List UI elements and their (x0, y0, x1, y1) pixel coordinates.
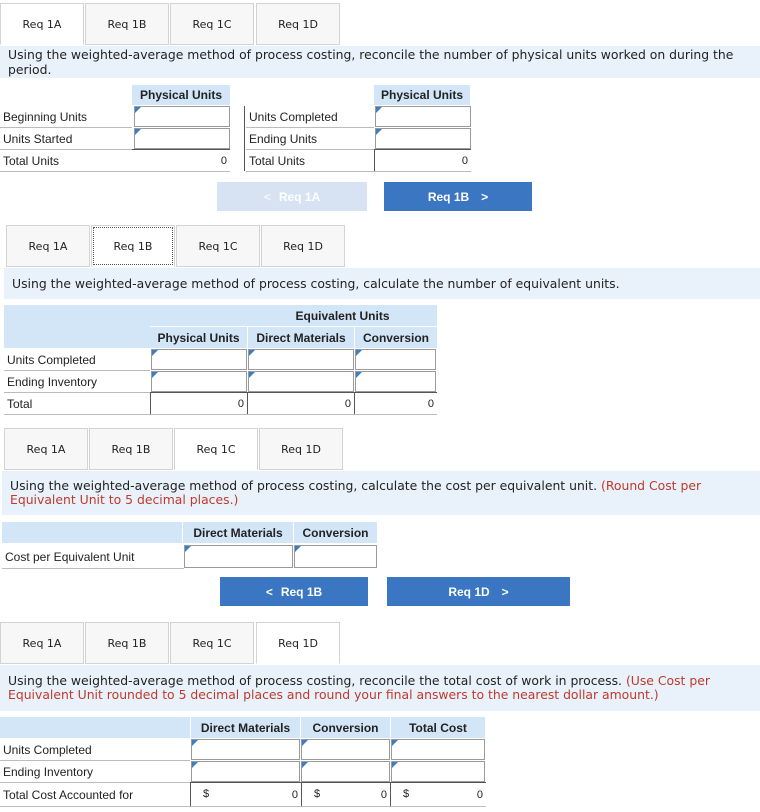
cost-per-eu-conversion-input[interactable] (294, 545, 377, 568)
total-cost-value: 0 (390, 783, 486, 806)
ending-inventory-physical-input[interactable] (151, 371, 247, 392)
tab-req-1a[interactable]: Req 1A (6, 225, 90, 267)
tab-req-1c[interactable]: Req 1C (170, 622, 254, 664)
tab-req-1c[interactable]: Req 1C (174, 428, 258, 470)
row-label-cost-per-equivalent-unit: Cost per Equivalent Unit (5, 549, 135, 564)
column-header-physical-units-right: Physical Units (374, 85, 470, 105)
tab-req-1a[interactable]: Req 1A (4, 428, 88, 470)
row-label-total-units: Total Units (3, 153, 60, 168)
row-label-ending-units: Ending Units (249, 131, 318, 146)
beginning-units-input[interactable] (134, 106, 230, 127)
next-req-1d-button[interactable]: Req 1D > (387, 577, 570, 606)
row-label-total-cost-accounted-for: Total Cost Accounted for (3, 787, 134, 802)
chevron-right-icon: > (481, 189, 489, 204)
total-units-value: 0 (220, 154, 227, 167)
row-label-ending-inventory: Ending Inventory (3, 764, 94, 779)
instruction-banner: Using the weighted-average method of process costing, reconcile the number of physical units worked on during the period. (0, 46, 760, 78)
tab-req-1c[interactable]: Req 1C (176, 225, 260, 267)
units-started-input[interactable] (134, 128, 230, 149)
empty-header-cell (150, 305, 248, 326)
tab-req-1d[interactable]: Req 1D (259, 428, 343, 470)
empty-header-cell (2, 522, 182, 543)
ending-units-input[interactable] (375, 128, 471, 149)
next-req-1b-button[interactable]: Req 1B > (384, 182, 532, 211)
column-header-conversion: Conversion (301, 717, 390, 738)
tab-req-1d[interactable]: Req 1D (256, 622, 340, 664)
column-header-physical-units: Physical Units (132, 85, 230, 105)
chevron-left-icon: < (265, 584, 273, 599)
total-direct-materials-value: 0 (190, 783, 301, 806)
row-label-total: Total (7, 396, 33, 411)
row-label-ending-inventory: Ending Inventory (7, 374, 98, 389)
ending-inventory-conversion-input[interactable] (301, 761, 390, 782)
tab-req-1a[interactable]: Req 1A (0, 3, 84, 45)
tab-req-1d[interactable]: Req 1D (256, 3, 340, 45)
tab-req-1d[interactable]: Req 1D (261, 225, 345, 267)
units-completed-conversion-input[interactable] (355, 349, 436, 370)
units-completed-direct-materials-input[interactable] (191, 739, 300, 760)
row-label-units-completed: Units Completed (7, 352, 96, 367)
currency-symbol: $ (403, 788, 410, 800)
chevron-right-icon: > (501, 584, 509, 599)
tab-req-1b[interactable]: Req 1B (85, 622, 169, 664)
tab-req-1a[interactable]: Req 1A (0, 622, 84, 664)
column-header-conversion: Conversion (294, 522, 377, 543)
prev-req-1b-button[interactable]: < Req 1B (220, 577, 368, 606)
row-label-total-units-right: Total Units (249, 153, 306, 168)
currency-symbol: $ (314, 788, 321, 800)
instruction-banner: Using the weighted-average method of process costing, calculate the cost per equivalent unit. (Round Cost per Equivalent Unit to 5 decimal places.) (2, 471, 760, 515)
rounding-note: (Use Cost per Equivalent Unit rounded to 5 decimal places and round your final answers to the nearest dollar amount.) (8, 673, 710, 702)
rounding-note: (Round Cost per Equivalent Unit to 5 decimal places.) (10, 478, 702, 507)
ending-inventory-total-cost-input[interactable] (391, 761, 485, 782)
cost-per-eu-direct-materials-input[interactable] (184, 545, 293, 568)
equivalent-units-group-header: Equivalent Units (248, 305, 437, 326)
units-completed-direct-materials-input[interactable] (248, 349, 354, 370)
instruction-banner: Using the weighted-average method of process costing, calculate the number of equivalent units. (4, 268, 760, 299)
column-header-direct-materials: Direct Materials (183, 522, 293, 543)
units-completed-total-cost-input[interactable] (391, 739, 485, 760)
tab-req-1b[interactable]: Req 1B (85, 3, 169, 45)
units-completed-physical-input[interactable] (151, 349, 247, 370)
chevron-left-icon: < (263, 189, 271, 204)
total-physical-units-value: 0 (150, 393, 247, 414)
units-completed-input[interactable] (375, 106, 471, 127)
total-direct-materials-value: 0 (247, 393, 354, 414)
currency-symbol: $ (203, 788, 210, 800)
tab-req-1b[interactable]: Req 1B (91, 225, 175, 267)
row-label-beginning-units: Beginning Units (3, 109, 88, 124)
column-header-direct-materials: Direct Materials (248, 327, 354, 348)
units-completed-conversion-input[interactable] (301, 739, 390, 760)
empty-header-cell (4, 305, 150, 348)
column-header-conversion: Conversion (355, 327, 437, 348)
tab-req-1b[interactable]: Req 1B (89, 428, 173, 470)
empty-header-cell (0, 717, 190, 738)
total-units-right-value: 0 (374, 150, 471, 171)
total-conversion-value: 0 (354, 393, 437, 414)
column-header-physical-units: Physical Units (150, 327, 247, 348)
instruction-banner: Using the weighted-average method of process costing, reconcile the total cost of work in process. (Use Cost per Equivalent Unit rounded to 5 decimal places and round your final answers to the nearest dollar amount.) (0, 665, 760, 711)
column-header-direct-materials: Direct Materials (191, 717, 300, 738)
ending-inventory-conversion-input[interactable] (355, 371, 436, 392)
row-label-units-completed: Units Completed (249, 109, 338, 124)
prev-req-1a-button[interactable]: < Req 1A (217, 182, 367, 211)
row-label-units-completed: Units Completed (3, 742, 92, 757)
total-conversion-value: 0 (301, 783, 390, 806)
tab-req-1c[interactable]: Req 1C (170, 3, 254, 45)
column-header-total-cost: Total Cost (391, 717, 485, 738)
ending-inventory-direct-materials-input[interactable] (248, 371, 354, 392)
ending-inventory-direct-materials-input[interactable] (191, 761, 300, 782)
row-label-units-started: Units Started (3, 131, 73, 146)
